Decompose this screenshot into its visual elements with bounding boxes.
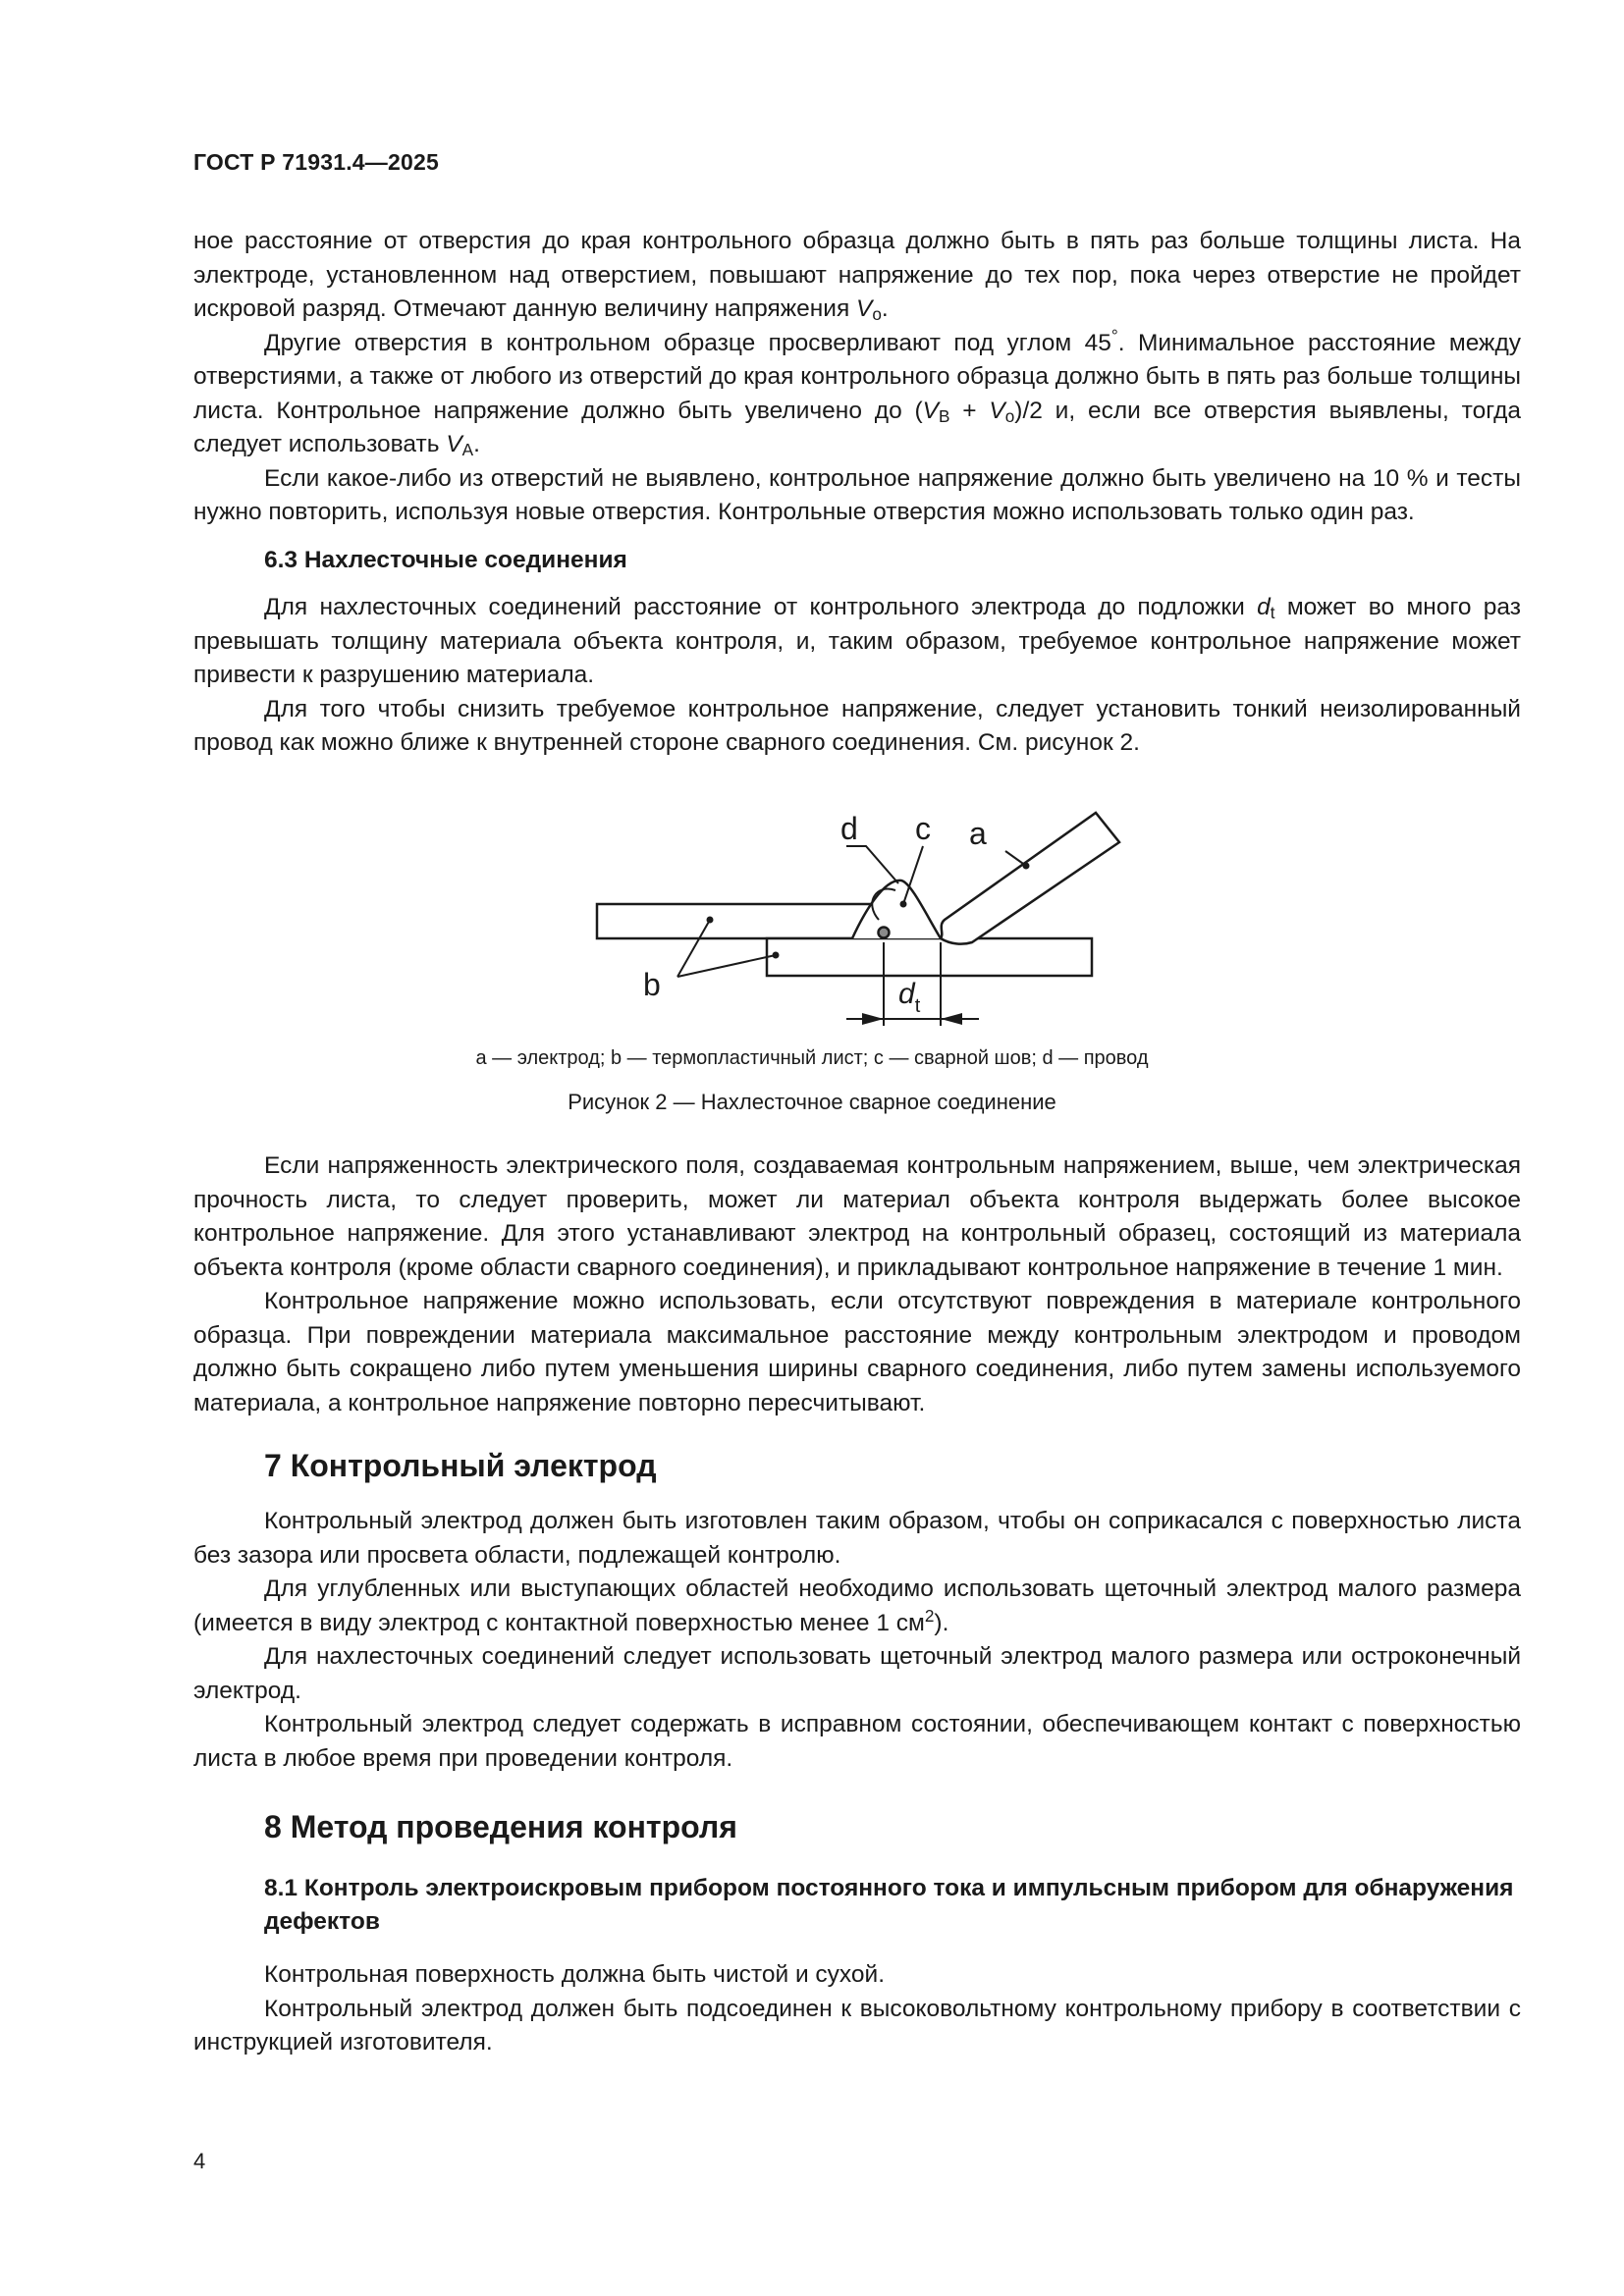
section-heading-6-3: 6.3 Нахлесточные соединения [264,546,627,573]
paragraph: Если напряженность электрического поля, создаваемая контрольным напряжением, выше, чем электрическая прочность листа, то следует проверить, может ли материал объекта контроля выдержать более высокое контрольное напряжение. Для этого устанавливают электрод на контрольный образец, состоящий из материала объекта контроля (кроме области сварного соединения), и прикладывают контрольное напряжение в течение 1 мин. [193,1152,1521,1281]
dim-arrow-left [862,1013,884,1025]
upper-sheet [597,904,883,938]
paragraph: Контрольное напряжение можно использовать, если отсутствуют повреждения в материале контрольного образца. При повреждении материала максимальное расстояние между контрольным электродом и проводом должно быть сокращено либо путем уменьшения ширины сварного соединения, либо путем замены используемого материала, а контрольное напряжение повторно пересчитывают. [193,1288,1521,1416]
section-heading-8: 8 Метод проведения контроля [264,1809,737,1844]
paragraph: Контрольный электрод должен быть подсоединен к высоковольтному контрольному прибору в соответствии с инструкцией изготовителя. [193,1995,1521,2056]
text-block-bottom [193,1149,1521,2060]
paragraph: ное расстояние от отверстия до края контрольного образца должно быть в пять раз больше толщины листа. На электроде, установленном над отверстием, повышают напряжение до тех пор, пока через отверстие не пройдет искровой разряд. Отмечают данную величину напряжения $V_o$. [193,228,1521,324]
paragraph: Для нахлесточных соединений следует использовать щеточный электрод малого размера или остроконечный электрод. [193,1643,1521,1704]
paragraph: Для того чтобы снизить требуемое контрольное напряжение, следует установить тонкий неизолированный провод как можно ближе к внутренней стороне сварного соединения. См. рисунок 2. [193,695,1521,756]
paragraph: Контрольный электрод следует содержать в исправном состоянии, обеспечивающем контакт с поверхностью листа в любое время при проведении контроля. [193,1711,1521,1772]
section-heading-8-1: 8.1 Контроль электроискровым прибором постоянного тока и импульсным прибором для обнаружения дефектов [264,1875,1514,1935]
paragraph: Контрольный электрод должен быть изготовлен таким образом, чтобы он соприкасался с поверхностью листа без зазора или просвета области, подлежащей контролю. [193,1508,1521,1569]
label-d: d [840,811,858,846]
section-heading-7: 7 Контрольный электрод [264,1448,657,1483]
document-header: ГОСТ Р 71931.4—2025 [193,149,439,175]
page-number: 4 [193,2149,206,2173]
lower-sheet [767,938,1092,976]
dim-arrow-right [941,1013,962,1025]
paragraph: Для углубленных или выступающих областей необходимо использовать щеточный электрод малого размера (имеется в виду электрод с контактной поверхностью менее 1 $см^2$). [193,1575,1521,1636]
electrode [941,813,1119,944]
label-c: c [915,811,931,846]
leader-d [846,846,898,883]
figure-title: Рисунок 2 — Нахлесточное сварное соединение [568,1090,1056,1114]
leader-b2 [677,955,776,977]
paragraph: Если какое-либо из отверстий не выявлено, контрольное напряжение должно быть увеличено на 10 % и тесты нужно повторить, используя новые отверстия. Контрольные отверстия можно использовать только один раз. [193,464,1521,525]
label-b: b [643,967,661,1002]
paragraph: Для нахлесточных соединений расстояние от контрольного электрода до подложки $d_t$ может во много раз превышать толщину материала объекта контроля, и, таким образом, требуемое контрольное напряжение может привести к разрушению материала. [193,594,1521,688]
wire [879,928,890,938]
label-a: a [969,816,987,851]
dim-label: $d_t$ [898,978,921,1017]
figure-lap-joint-diagram [0,0,1624,1041]
paragraph: Контрольная поверхность должна быть чистой и сухой. [264,1961,886,1988]
leader-a [1005,851,1026,866]
figure-legend: a — электрод; b — термопластичный лист; c — сварной шов; d — провод [475,1047,1149,1069]
paragraph: Другие отверстия в контрольном образце просверливают под углом 45°. Минимальное расстояние между отверстиями, а также от любого из отверстий до края контрольного образца должно быть в пять раз больше толщины листа. Контрольное напряжение должно быть увеличено до $(V_B + V_o)/2$ и, если все отверстия выявлены, тогда следует использовать $V_A$. [193,325,1521,459]
